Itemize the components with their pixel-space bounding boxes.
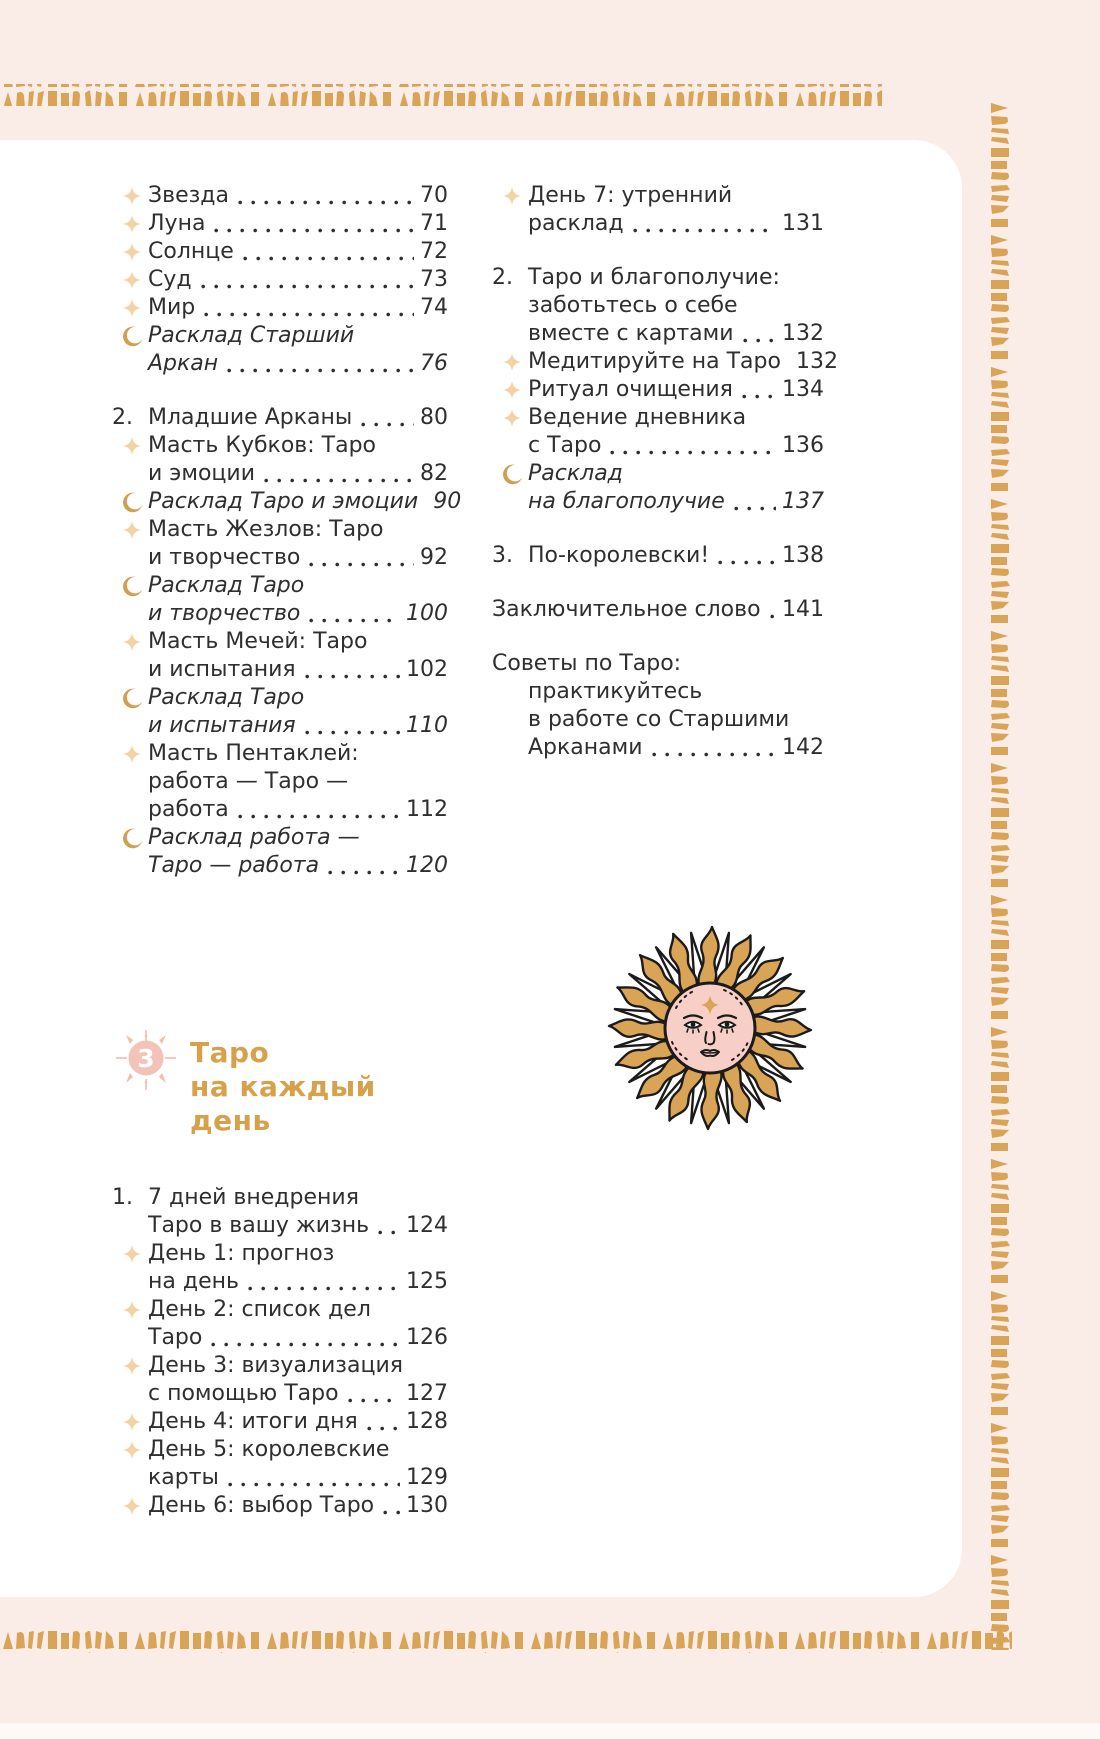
- page-number: 90: [433, 489, 462, 514]
- toc-line: [148, 404, 448, 432]
- toc-entry: [112, 182, 448, 210]
- toc-text: Расклад: [528, 461, 623, 486]
- toc-entry-lines: [492, 650, 824, 762]
- page-number: 125: [406, 1269, 448, 1294]
- part-heading: [114, 1028, 448, 1138]
- toc-entry-lines: [148, 404, 448, 432]
- toc-text: практикуйтесь: [528, 679, 703, 704]
- toc-entry-lines: [148, 1408, 448, 1436]
- toc-entry: [112, 740, 448, 824]
- part-title-line1: Таро: [190, 1036, 270, 1069]
- toc-line: [148, 656, 448, 684]
- moon-marker: [112, 322, 148, 378]
- toc-right-items: [492, 182, 838, 762]
- item-number: 3.: [492, 543, 513, 568]
- toc-text: и творчество: [148, 545, 301, 570]
- toc-line: [528, 210, 824, 238]
- toc-entry-lines: [148, 1184, 448, 1240]
- star-marker: [112, 1240, 148, 1296]
- toc-text: заботьтесь о себе: [528, 293, 738, 318]
- toc-entry-lines: [148, 572, 448, 628]
- star-marker-icon: [502, 408, 522, 428]
- toc-entry-lines: [148, 516, 448, 572]
- page-number: 142: [782, 735, 824, 760]
- star-marker-icon: [122, 298, 142, 318]
- toc-entry-lines: [528, 264, 824, 348]
- toc-entry: [112, 1240, 448, 1296]
- toc-line: [148, 1324, 448, 1352]
- toc-text: и творчество: [148, 601, 301, 626]
- dot-leader: [238, 814, 400, 819]
- toc-text: расклад: [528, 211, 624, 236]
- page-number: 100: [406, 601, 448, 626]
- star-marker: [492, 348, 528, 376]
- toc-entry-lines: [148, 210, 448, 238]
- star-marker: [112, 516, 148, 572]
- dot-leader: [718, 560, 776, 565]
- moon-marker-icon: [502, 464, 523, 485]
- star-marker-icon: [502, 186, 522, 206]
- toc-text: Заключительное слово: [492, 597, 761, 622]
- toc-line: [148, 488, 461, 516]
- toc-entry-lines: [148, 266, 448, 294]
- star-marker-icon: [122, 520, 142, 540]
- toc-line: [148, 1436, 448, 1464]
- page-number: 74: [420, 295, 448, 320]
- toc-line: [492, 650, 824, 678]
- page-number: 110: [406, 713, 448, 738]
- toc-entry-lines: [148, 684, 448, 740]
- moon-marker: [112, 572, 148, 628]
- page-number: 137: [782, 489, 824, 514]
- toc-text: в работе со Старшими: [528, 707, 790, 732]
- star-marker-icon: [122, 1356, 142, 1376]
- star-marker: [112, 740, 148, 824]
- toc-entry: [112, 432, 448, 488]
- star-marker: [112, 1408, 148, 1436]
- page-bottom-strip: [0, 1723, 1100, 1739]
- toc-line: [148, 1492, 448, 1520]
- dash-border-right: [990, 100, 1012, 1650]
- toc-entry-lines: [148, 432, 448, 488]
- toc-line: [148, 516, 448, 544]
- toc-text: с Таро: [528, 433, 602, 458]
- toc-entry-lines: [528, 542, 824, 570]
- toc-entry: [112, 1184, 448, 1240]
- toc-entry-lines: [148, 1296, 448, 1352]
- toc-entry-lines: [528, 404, 824, 460]
- star-marker: [112, 1296, 148, 1352]
- toc-entry: [112, 1492, 448, 1520]
- toc-text: Звезда: [148, 183, 229, 208]
- star-marker-icon: [122, 744, 142, 764]
- item-number: 2.: [112, 405, 133, 430]
- toc-entry: [112, 572, 448, 628]
- star-marker: [112, 182, 148, 210]
- toc-line: [148, 210, 448, 238]
- star-marker: [112, 266, 148, 294]
- toc-text: работа: [148, 797, 229, 822]
- star-marker-icon: [122, 214, 142, 234]
- star-marker-icon: [122, 632, 142, 652]
- toc-line: [148, 544, 448, 572]
- toc-line: [528, 542, 824, 570]
- star-marker: [112, 210, 148, 238]
- star-marker: [112, 628, 148, 684]
- toc-entry: [492, 650, 824, 762]
- toc-text: День 5: королевские: [148, 1437, 390, 1462]
- star-marker-icon: [502, 352, 522, 372]
- toc-line: [492, 734, 824, 762]
- toc-line: [528, 292, 824, 320]
- item-number: 1.: [112, 1185, 133, 1210]
- toc-text: По-королевски!: [528, 543, 710, 568]
- toc-line: [148, 182, 448, 210]
- toc-text: Таро и благополучие:: [528, 265, 780, 290]
- dot-leader: [652, 752, 776, 757]
- toc-entry-lines: [148, 488, 461, 516]
- toc-line: [148, 796, 448, 824]
- toc-column-right: [492, 182, 838, 762]
- toc-entry: [112, 266, 448, 294]
- toc-entry-lines: [148, 182, 448, 210]
- toc-entry-lines: [148, 1352, 448, 1408]
- star-marker: [492, 182, 528, 238]
- page-number: 134: [782, 377, 824, 402]
- toc-text: с помощью Таро: [148, 1381, 339, 1406]
- dot-leader: [309, 562, 414, 567]
- page-number: 141: [782, 597, 824, 622]
- toc-line: [148, 1268, 448, 1296]
- moon-marker-icon: [122, 492, 143, 513]
- toc-text: Ритуал очищения: [528, 377, 733, 402]
- toc-line: [528, 264, 824, 292]
- page-number: 136: [782, 433, 824, 458]
- toc-text: Расклад Таро и эмоции: [148, 489, 419, 514]
- dot-leader: [248, 1286, 400, 1291]
- toc-text: День 4: итоги дня: [148, 1409, 358, 1434]
- page-number: 102: [406, 657, 448, 682]
- toc-text: карты: [148, 1465, 219, 1490]
- toc-line: [148, 740, 448, 768]
- star-marker: [112, 238, 148, 266]
- toc-text: Расклад работа —: [148, 825, 360, 850]
- page-number: 124: [406, 1213, 448, 1238]
- toc-entry: [492, 182, 824, 238]
- toc-column-left: [112, 182, 462, 1520]
- toc-entry-lines: [528, 182, 824, 238]
- toc-entry-lines: [528, 460, 824, 516]
- toc-line: [148, 1184, 448, 1212]
- part-title: [190, 1028, 448, 1138]
- star-marker-icon: [122, 242, 142, 262]
- dot-leader: [305, 674, 400, 679]
- star-marker-icon: [122, 1244, 142, 1264]
- star-marker-icon: [122, 436, 142, 456]
- star-marker-icon: [122, 1412, 142, 1432]
- toc-line: [148, 432, 448, 460]
- toc-entry: [112, 322, 448, 378]
- star-marker-icon: [122, 1496, 142, 1516]
- page-number: 130: [406, 1493, 448, 1518]
- toc-entry: [112, 824, 448, 880]
- toc-entry: [112, 1436, 448, 1492]
- toc-entry-lines: [528, 348, 838, 376]
- toc-text: Арканами: [528, 735, 643, 760]
- toc-line: [148, 684, 448, 712]
- dot-leader: [228, 1482, 400, 1487]
- dot-leader: [378, 1230, 400, 1235]
- toc-entry: [492, 376, 824, 404]
- toc-text: Расклад Таро: [148, 573, 305, 598]
- toc-text: Медитируйте на Таро: [528, 349, 781, 374]
- toc-text: Солнце: [148, 239, 234, 264]
- toc-text: Масть Жезлов: Таро: [148, 517, 384, 542]
- toc-left-part3-items: [112, 1184, 448, 1520]
- page-number: 112: [406, 797, 448, 822]
- page-number: 76: [420, 351, 448, 376]
- moon-marker-icon: [122, 828, 143, 849]
- toc-text: Суд: [148, 267, 192, 292]
- toc-text: на благополучие: [528, 489, 725, 514]
- dot-leader: [211, 1342, 400, 1347]
- page-number: 92: [420, 545, 448, 570]
- toc-text: День 7: утренний: [528, 183, 733, 208]
- toc-entry: [112, 488, 462, 516]
- toc-line: [148, 294, 448, 322]
- toc-text: Масть Кубков: Таро: [148, 433, 377, 458]
- dash-border-bottom: [0, 1631, 1012, 1653]
- toc-entry-lines: [528, 376, 824, 404]
- star-marker-icon: [122, 1440, 142, 1460]
- page-number: 131: [782, 211, 824, 236]
- page-number: 129: [406, 1465, 448, 1490]
- toc-entry: [112, 684, 448, 740]
- toc-line: [148, 1240, 448, 1268]
- toc-entry-lines: [148, 824, 448, 880]
- dash-border-top: [4, 84, 882, 106]
- toc-left-part2-items: [112, 182, 462, 880]
- toc-line: [148, 238, 448, 266]
- sun-lips: [701, 1050, 719, 1056]
- toc-text: Таро — работа: [148, 853, 320, 878]
- toc-line: [148, 266, 448, 294]
- page-number: 126: [406, 1325, 448, 1350]
- dot-leader: [348, 1398, 400, 1403]
- dot-leader: [243, 256, 414, 261]
- toc-line: [148, 322, 448, 350]
- toc-line: [528, 488, 824, 516]
- page-number: 80: [420, 405, 448, 430]
- star-marker: [492, 404, 528, 460]
- toc-line: [492, 596, 824, 624]
- item-number: 2.: [492, 265, 513, 290]
- page-number: 128: [406, 1409, 448, 1434]
- toc-text: День 1: прогноз: [148, 1241, 335, 1266]
- toc-line: [528, 460, 824, 488]
- toc-line: [148, 460, 448, 488]
- toc-text: вместе с картами: [528, 321, 734, 346]
- toc-line: [492, 706, 824, 734]
- toc-text: и испытания: [148, 713, 296, 738]
- page-number: 72: [420, 239, 448, 264]
- toc-entry-lines: [148, 1436, 448, 1492]
- toc-text: День 3: визуализация: [148, 1353, 403, 1378]
- toc-line: [148, 768, 448, 796]
- toc-line: [148, 1464, 448, 1492]
- part-number: 3: [137, 1044, 155, 1073]
- moon-marker: [112, 488, 148, 516]
- toc-line: [528, 348, 838, 376]
- star-marker-icon: [502, 380, 522, 400]
- toc-text: Масть Мечей: Таро: [148, 629, 368, 654]
- toc-text: Ведение дневника: [528, 405, 747, 430]
- star-marker-icon: [122, 270, 142, 290]
- toc-text: Таро: [148, 1325, 203, 1350]
- toc-line: [528, 320, 824, 348]
- toc-line: [148, 600, 448, 628]
- toc-line: [148, 1212, 448, 1240]
- toc-entry-lines: [148, 1240, 448, 1296]
- toc-text: работа — Таро —: [148, 769, 349, 794]
- dot-leader: [227, 368, 414, 373]
- dot-leader: [204, 312, 414, 317]
- star-marker: [112, 1352, 148, 1408]
- page-number: 82: [420, 461, 448, 486]
- toc-line: [528, 432, 824, 460]
- toc-entry-lines: [148, 740, 448, 824]
- toc-entry-lines: [492, 596, 824, 624]
- moon-marker: [492, 460, 528, 516]
- dot-leader: [214, 228, 414, 233]
- toc-text: 7 дней внедрения: [148, 1185, 359, 1210]
- toc-text: Мир: [148, 295, 196, 320]
- toc-entry: [112, 1352, 448, 1408]
- toc-entry: [112, 238, 448, 266]
- toc-entry: [492, 542, 824, 570]
- toc-line: [148, 1352, 448, 1380]
- moon-marker-icon: [122, 688, 143, 709]
- toc-text: Аркан: [148, 351, 219, 376]
- toc-line: [148, 712, 448, 740]
- toc-entry: [492, 404, 824, 460]
- moon-marker: [112, 684, 148, 740]
- toc-entry: [492, 264, 824, 348]
- toc-line: [528, 404, 824, 432]
- sun-illustration: [598, 916, 822, 1140]
- toc-text: Луна: [148, 211, 206, 236]
- dot-leader: [264, 478, 414, 483]
- toc-entry: [112, 516, 448, 572]
- toc-text: День 6: выбор Таро: [148, 1493, 375, 1518]
- toc-entry: [112, 1296, 448, 1352]
- toc-line: [148, 628, 448, 656]
- toc-text: и эмоции: [148, 461, 255, 486]
- star-marker-icon: [122, 186, 142, 206]
- star-marker: [112, 1492, 148, 1520]
- dot-leader: [770, 614, 776, 619]
- star-marker: [112, 294, 148, 322]
- star-marker: [492, 376, 528, 404]
- toc-line: [148, 1408, 448, 1436]
- page-number: 132: [795, 349, 838, 374]
- toc-line: [148, 824, 448, 852]
- toc-entry: [492, 348, 838, 376]
- dot-leader: [238, 200, 414, 205]
- dot-leader: [633, 228, 776, 233]
- sun-badge-icon: [114, 1028, 178, 1092]
- dot-leader: [328, 870, 400, 875]
- dot-leader: [734, 506, 776, 511]
- toc-text: Советы по Таро:: [492, 651, 682, 676]
- toc-text: и испытания: [148, 657, 296, 682]
- toc-entry: [112, 210, 448, 238]
- toc-text: Масть Пентаклей:: [148, 741, 359, 766]
- page-number: 127: [406, 1381, 448, 1406]
- part-title-line2: на каждый день: [190, 1070, 376, 1137]
- toc-text: Расклад Таро: [148, 685, 305, 710]
- dot-leader: [305, 730, 400, 735]
- dot-leader: [742, 394, 776, 399]
- toc-text: День 2: список дел: [148, 1297, 371, 1322]
- toc-line: [528, 376, 824, 404]
- toc-entry: [112, 628, 448, 684]
- page-number: 70: [420, 183, 448, 208]
- toc-line: [148, 1380, 448, 1408]
- dot-leader: [610, 450, 776, 455]
- toc-entry-lines: [148, 1492, 448, 1520]
- toc-text: Таро в вашу жизнь: [148, 1213, 370, 1238]
- toc-entry: [492, 460, 824, 516]
- toc-entry-lines: [148, 628, 448, 684]
- toc-entry: [492, 596, 824, 624]
- toc-entry-lines: [148, 238, 448, 266]
- dot-leader: [309, 618, 400, 623]
- page-number: 138: [782, 543, 824, 568]
- toc-line: [148, 572, 448, 600]
- toc-entry-lines: [148, 322, 448, 378]
- toc-line: [148, 852, 448, 880]
- page-number: 73: [420, 267, 448, 292]
- toc-entry: [112, 294, 448, 322]
- page-number: 120: [406, 853, 448, 878]
- toc-text: Младшие Арканы: [148, 405, 353, 430]
- page-number: 132: [782, 321, 824, 346]
- moon-marker: [112, 824, 148, 880]
- dot-leader: [201, 284, 414, 289]
- page-number: 71: [420, 211, 448, 236]
- moon-marker-icon: [122, 576, 143, 597]
- toc-entry: [112, 404, 448, 432]
- toc-entry-lines: [148, 294, 448, 322]
- dot-leader: [361, 422, 414, 427]
- dot-leader: [743, 338, 776, 343]
- toc-line: [148, 350, 448, 378]
- toc-line: [492, 678, 824, 706]
- star-marker-icon: [122, 1300, 142, 1320]
- toc-entry: [112, 1408, 448, 1436]
- dot-leader: [383, 1510, 400, 1515]
- moon-marker-icon: [122, 326, 143, 347]
- toc-text: на день: [148, 1269, 239, 1294]
- star-marker: [112, 432, 148, 488]
- dot-leader: [367, 1426, 400, 1431]
- toc-text: Расклад Старший: [148, 323, 355, 348]
- toc-line: [148, 1296, 448, 1324]
- toc-line: [528, 182, 824, 210]
- star-marker: [112, 1436, 148, 1492]
